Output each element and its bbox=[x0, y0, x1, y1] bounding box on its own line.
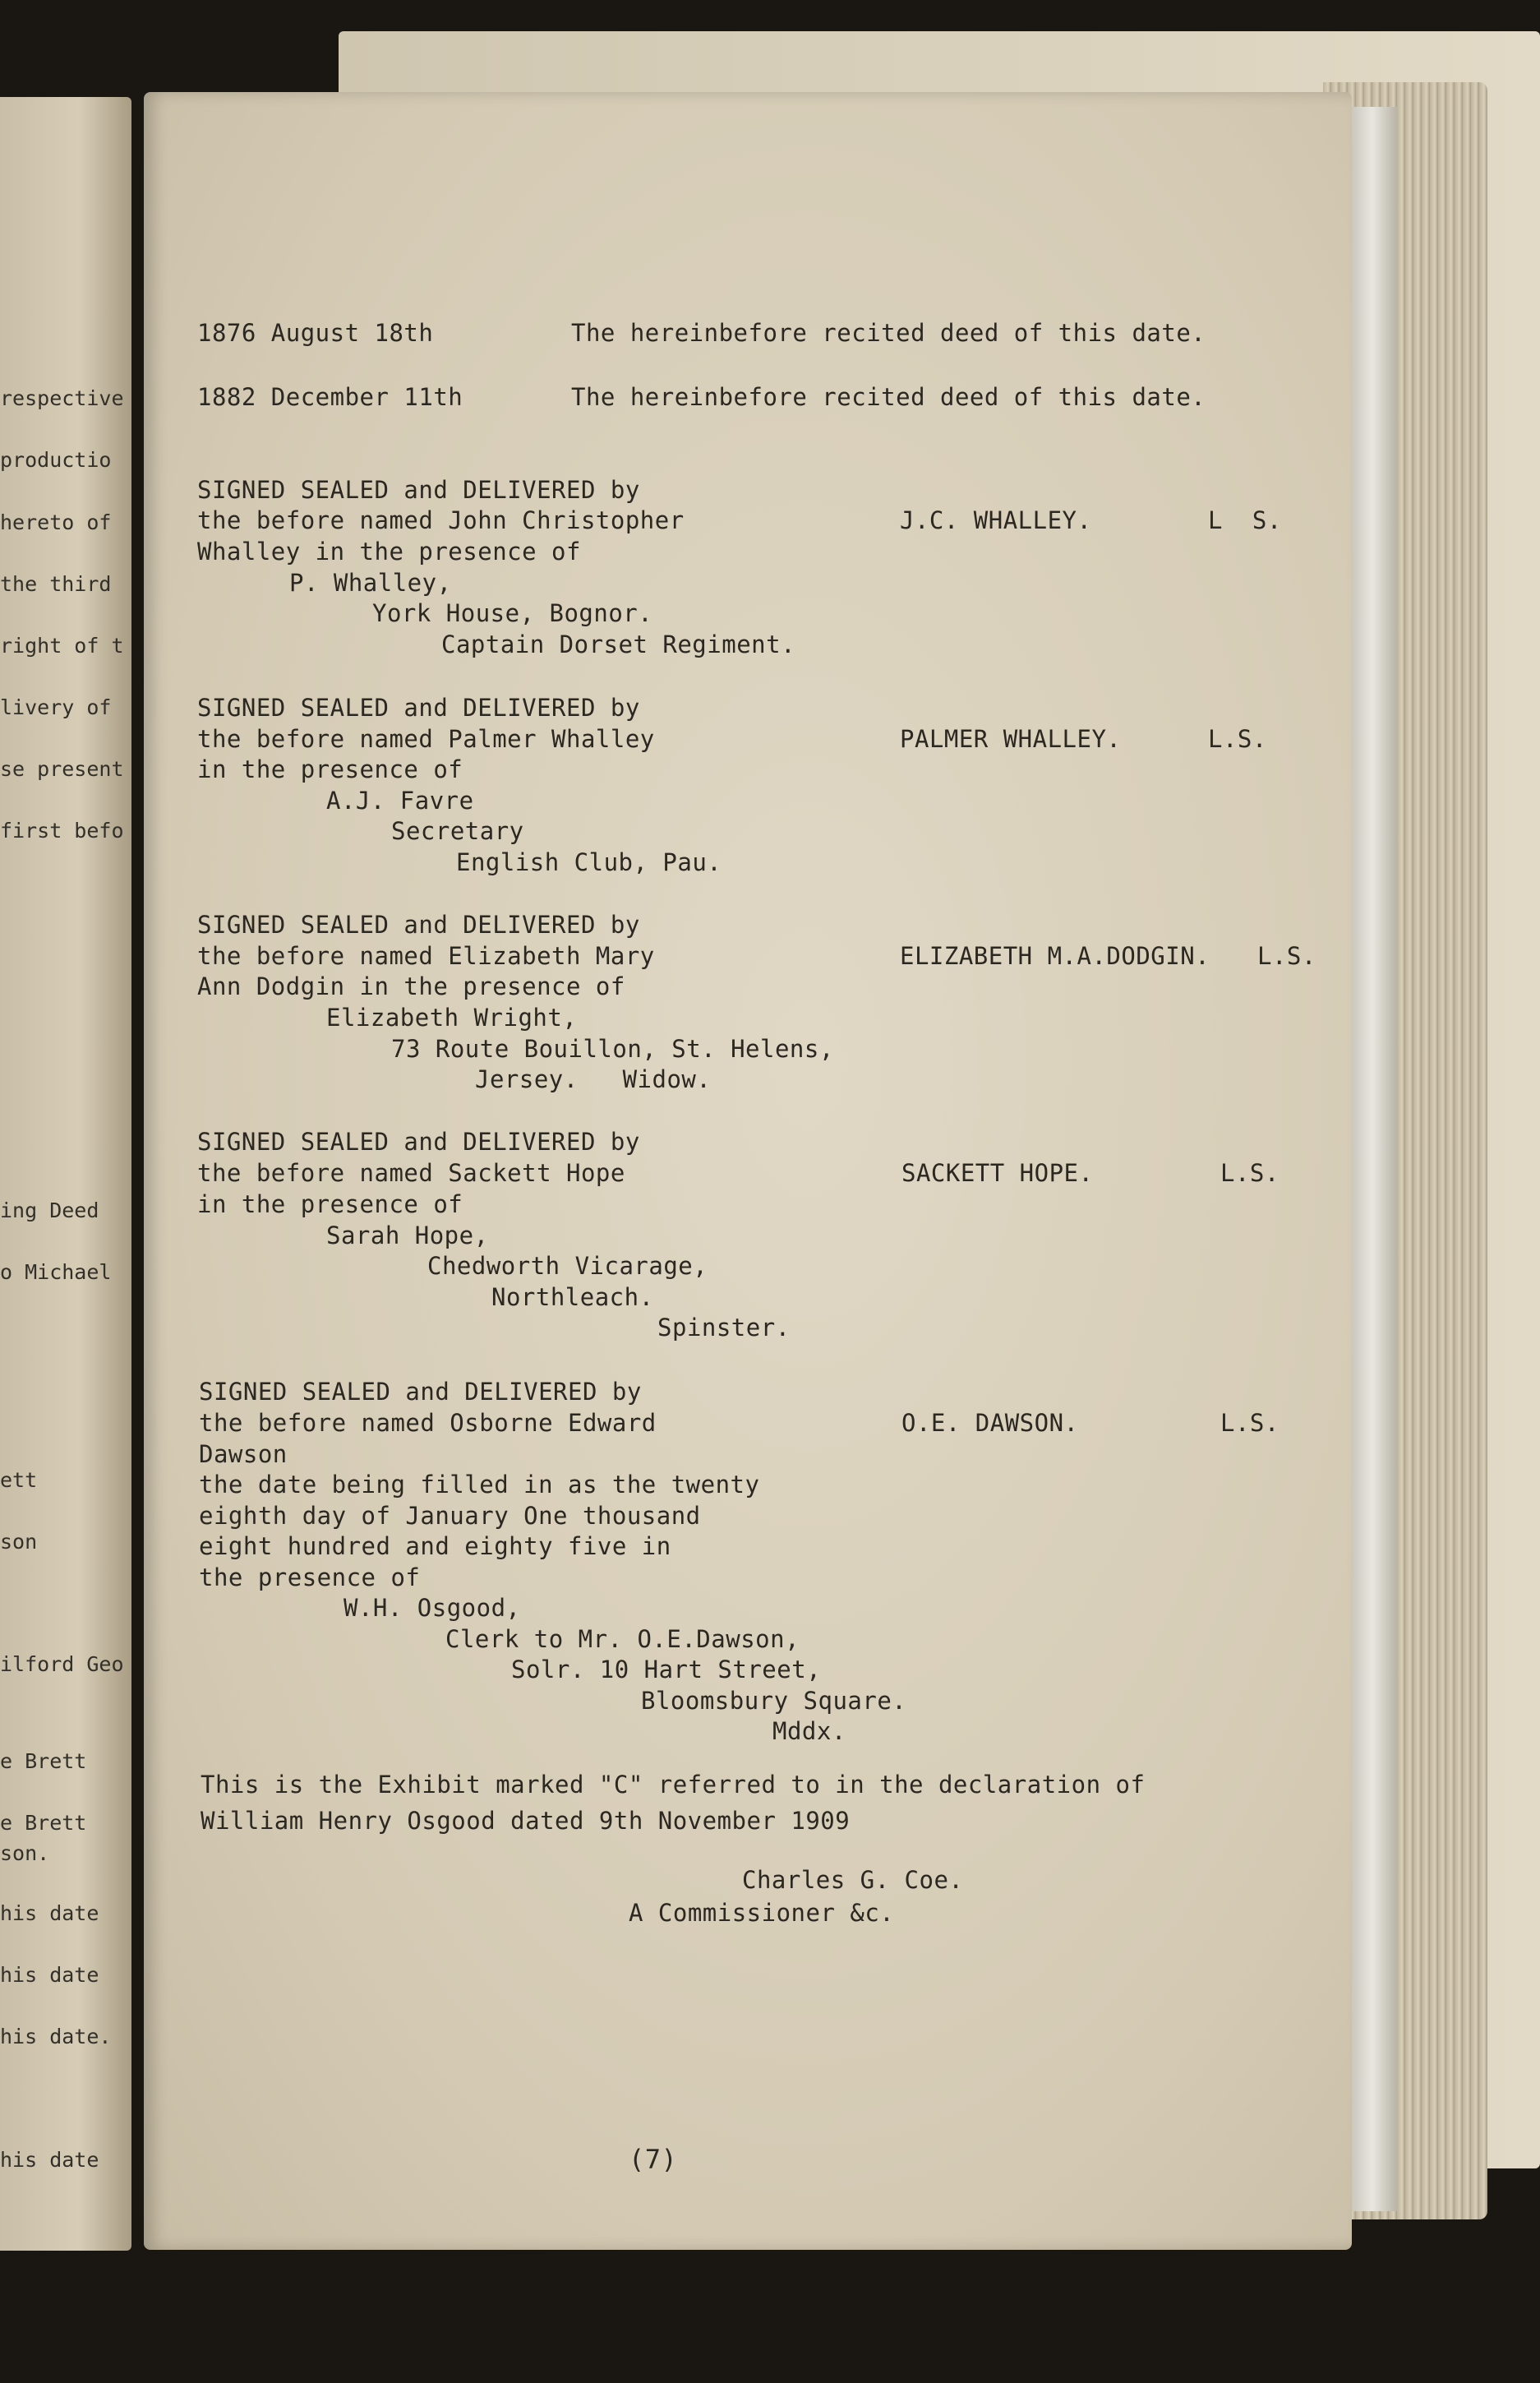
left-fragment: right of t bbox=[0, 634, 124, 658]
witness-occupation: Jersey. Widow. bbox=[475, 1065, 712, 1093]
recital-text: The hereinbefore recited deed of this date. bbox=[571, 319, 1206, 347]
attestation-line: the presence of bbox=[199, 1563, 421, 1591]
attestation-line: SIGNED SEALED and DELIVERED by bbox=[197, 911, 640, 939]
attestation-line: SIGNED SEALED and DELIVERED by bbox=[197, 694, 640, 722]
attestation-line: the before named John Christopher bbox=[197, 506, 685, 534]
witness-address: 73 Route Bouillon, St. Helens, bbox=[391, 1035, 834, 1063]
witness-address: Chedworth Vicarage, bbox=[427, 1252, 708, 1280]
seal-mark: L.S. bbox=[1257, 942, 1316, 970]
signature: PALMER WHALLEY. bbox=[900, 725, 1122, 753]
attestation-line: eighth day of January One thousand bbox=[199, 1502, 701, 1530]
left-fragment: o Michael bbox=[0, 1260, 112, 1284]
witness-name: A.J. Favre bbox=[326, 787, 474, 815]
signature: J.C. WHALLEY. bbox=[900, 506, 1092, 534]
attestation-line: the before named Palmer Whalley bbox=[197, 725, 655, 753]
left-fragment: son bbox=[0, 1530, 38, 1554]
attestation-line: SIGNED SEALED and DELIVERED by bbox=[197, 1128, 640, 1156]
recital-date: 1882 December 11th bbox=[197, 383, 463, 411]
left-fragment: e Brett bbox=[0, 1811, 87, 1835]
left-fragment: hereto of bbox=[0, 510, 112, 534]
signature: O.E. DAWSON. bbox=[901, 1409, 1079, 1437]
attestation-line: Ann Dodgin in the presence of bbox=[197, 972, 625, 1000]
recital-date: 1876 August 18th bbox=[197, 319, 434, 347]
witness-name: P. Whalley, bbox=[289, 569, 452, 597]
left-fragment: livery of bbox=[0, 695, 112, 719]
witness-address: Northleach. bbox=[491, 1283, 654, 1311]
attestation-line: eight hundred and eighty five in bbox=[199, 1532, 671, 1560]
witness-address: Bloomsbury Square. bbox=[641, 1687, 907, 1715]
left-fragment: son. bbox=[0, 1841, 50, 1865]
witness-occupation: Captain Dorset Regiment. bbox=[441, 630, 796, 658]
witness-occupation: Clerk to Mr. O.E.Dawson, bbox=[445, 1625, 800, 1653]
attestation-line: in the presence of bbox=[197, 755, 463, 783]
seal-mark: L.S. bbox=[1208, 725, 1267, 753]
left-fragment: first befo bbox=[0, 819, 124, 843]
left-fragment: respective bbox=[0, 386, 124, 410]
exhibit-note-line: William Henry Osgood dated 9th November 1909 bbox=[201, 1807, 851, 1835]
seal-mark: L S. bbox=[1208, 506, 1282, 534]
left-fragment: the third bbox=[0, 572, 112, 596]
left-fragment: se present bbox=[0, 757, 124, 781]
witness-address: York House, Bognor. bbox=[372, 599, 653, 627]
left-fragment: his date bbox=[0, 1901, 99, 1925]
left-fragment: productio bbox=[0, 448, 112, 472]
commissioner-title: A Commissioner &c. bbox=[629, 1899, 895, 1927]
signature: SACKETT HOPE. bbox=[901, 1159, 1094, 1187]
page-number: (7) bbox=[629, 2144, 678, 2175]
witness-name: Sarah Hope, bbox=[326, 1222, 489, 1249]
witness-address: English Club, Pau. bbox=[456, 848, 722, 876]
left-fragment: ing Deed bbox=[0, 1198, 99, 1222]
attestation-line: the date being filled in as the twenty bbox=[199, 1471, 760, 1499]
seal-mark: L.S. bbox=[1220, 1409, 1279, 1437]
witness-name: Elizabeth Wright, bbox=[326, 1004, 578, 1032]
attestation-line: in the presence of bbox=[197, 1190, 463, 1218]
left-fragment: e Brett bbox=[0, 1749, 87, 1773]
attestation-line: Whalley in the presence of bbox=[197, 538, 581, 566]
exhibit-note-line: This is the Exhibit marked "C" referred to in the declaration of bbox=[201, 1771, 1146, 1799]
left-fragment: his date bbox=[0, 1963, 99, 1987]
left-fragment: his date. bbox=[0, 2025, 112, 2048]
left-fragment: ett bbox=[0, 1468, 38, 1492]
attestation-line: Dawson bbox=[199, 1440, 288, 1468]
signature: ELIZABETH M.A.DODGIN. bbox=[900, 942, 1210, 970]
commissioner-name: Charles G. Coe. bbox=[742, 1866, 964, 1894]
facing-page-left bbox=[0, 97, 131, 2251]
seal-mark: L.S. bbox=[1220, 1159, 1279, 1187]
attestation-line: SIGNED SEALED and DELIVERED by bbox=[199, 1378, 642, 1406]
attestation-line: the before named Elizabeth Mary bbox=[197, 942, 655, 970]
witness-occupation: Spinster. bbox=[657, 1314, 791, 1342]
witness-name: W.H. Osgood, bbox=[344, 1594, 521, 1622]
attestation-line: SIGNED SEALED and DELIVERED by bbox=[197, 476, 640, 504]
left-fragment: ilford Geo bbox=[0, 1652, 124, 1676]
attestation-line: the before named Sackett Hope bbox=[197, 1159, 625, 1187]
recital-text: The hereinbefore recited deed of this date. bbox=[571, 383, 1206, 411]
bookmark-ribbon bbox=[1348, 107, 1397, 2211]
attestation-line: the before named Osborne Edward bbox=[199, 1409, 657, 1437]
witness-address: Solr. 10 Hart Street, bbox=[511, 1656, 822, 1683]
witness-address: Mddx. bbox=[772, 1717, 846, 1745]
witness-occupation: Secretary bbox=[391, 817, 524, 845]
left-fragment: his date bbox=[0, 2148, 99, 2172]
